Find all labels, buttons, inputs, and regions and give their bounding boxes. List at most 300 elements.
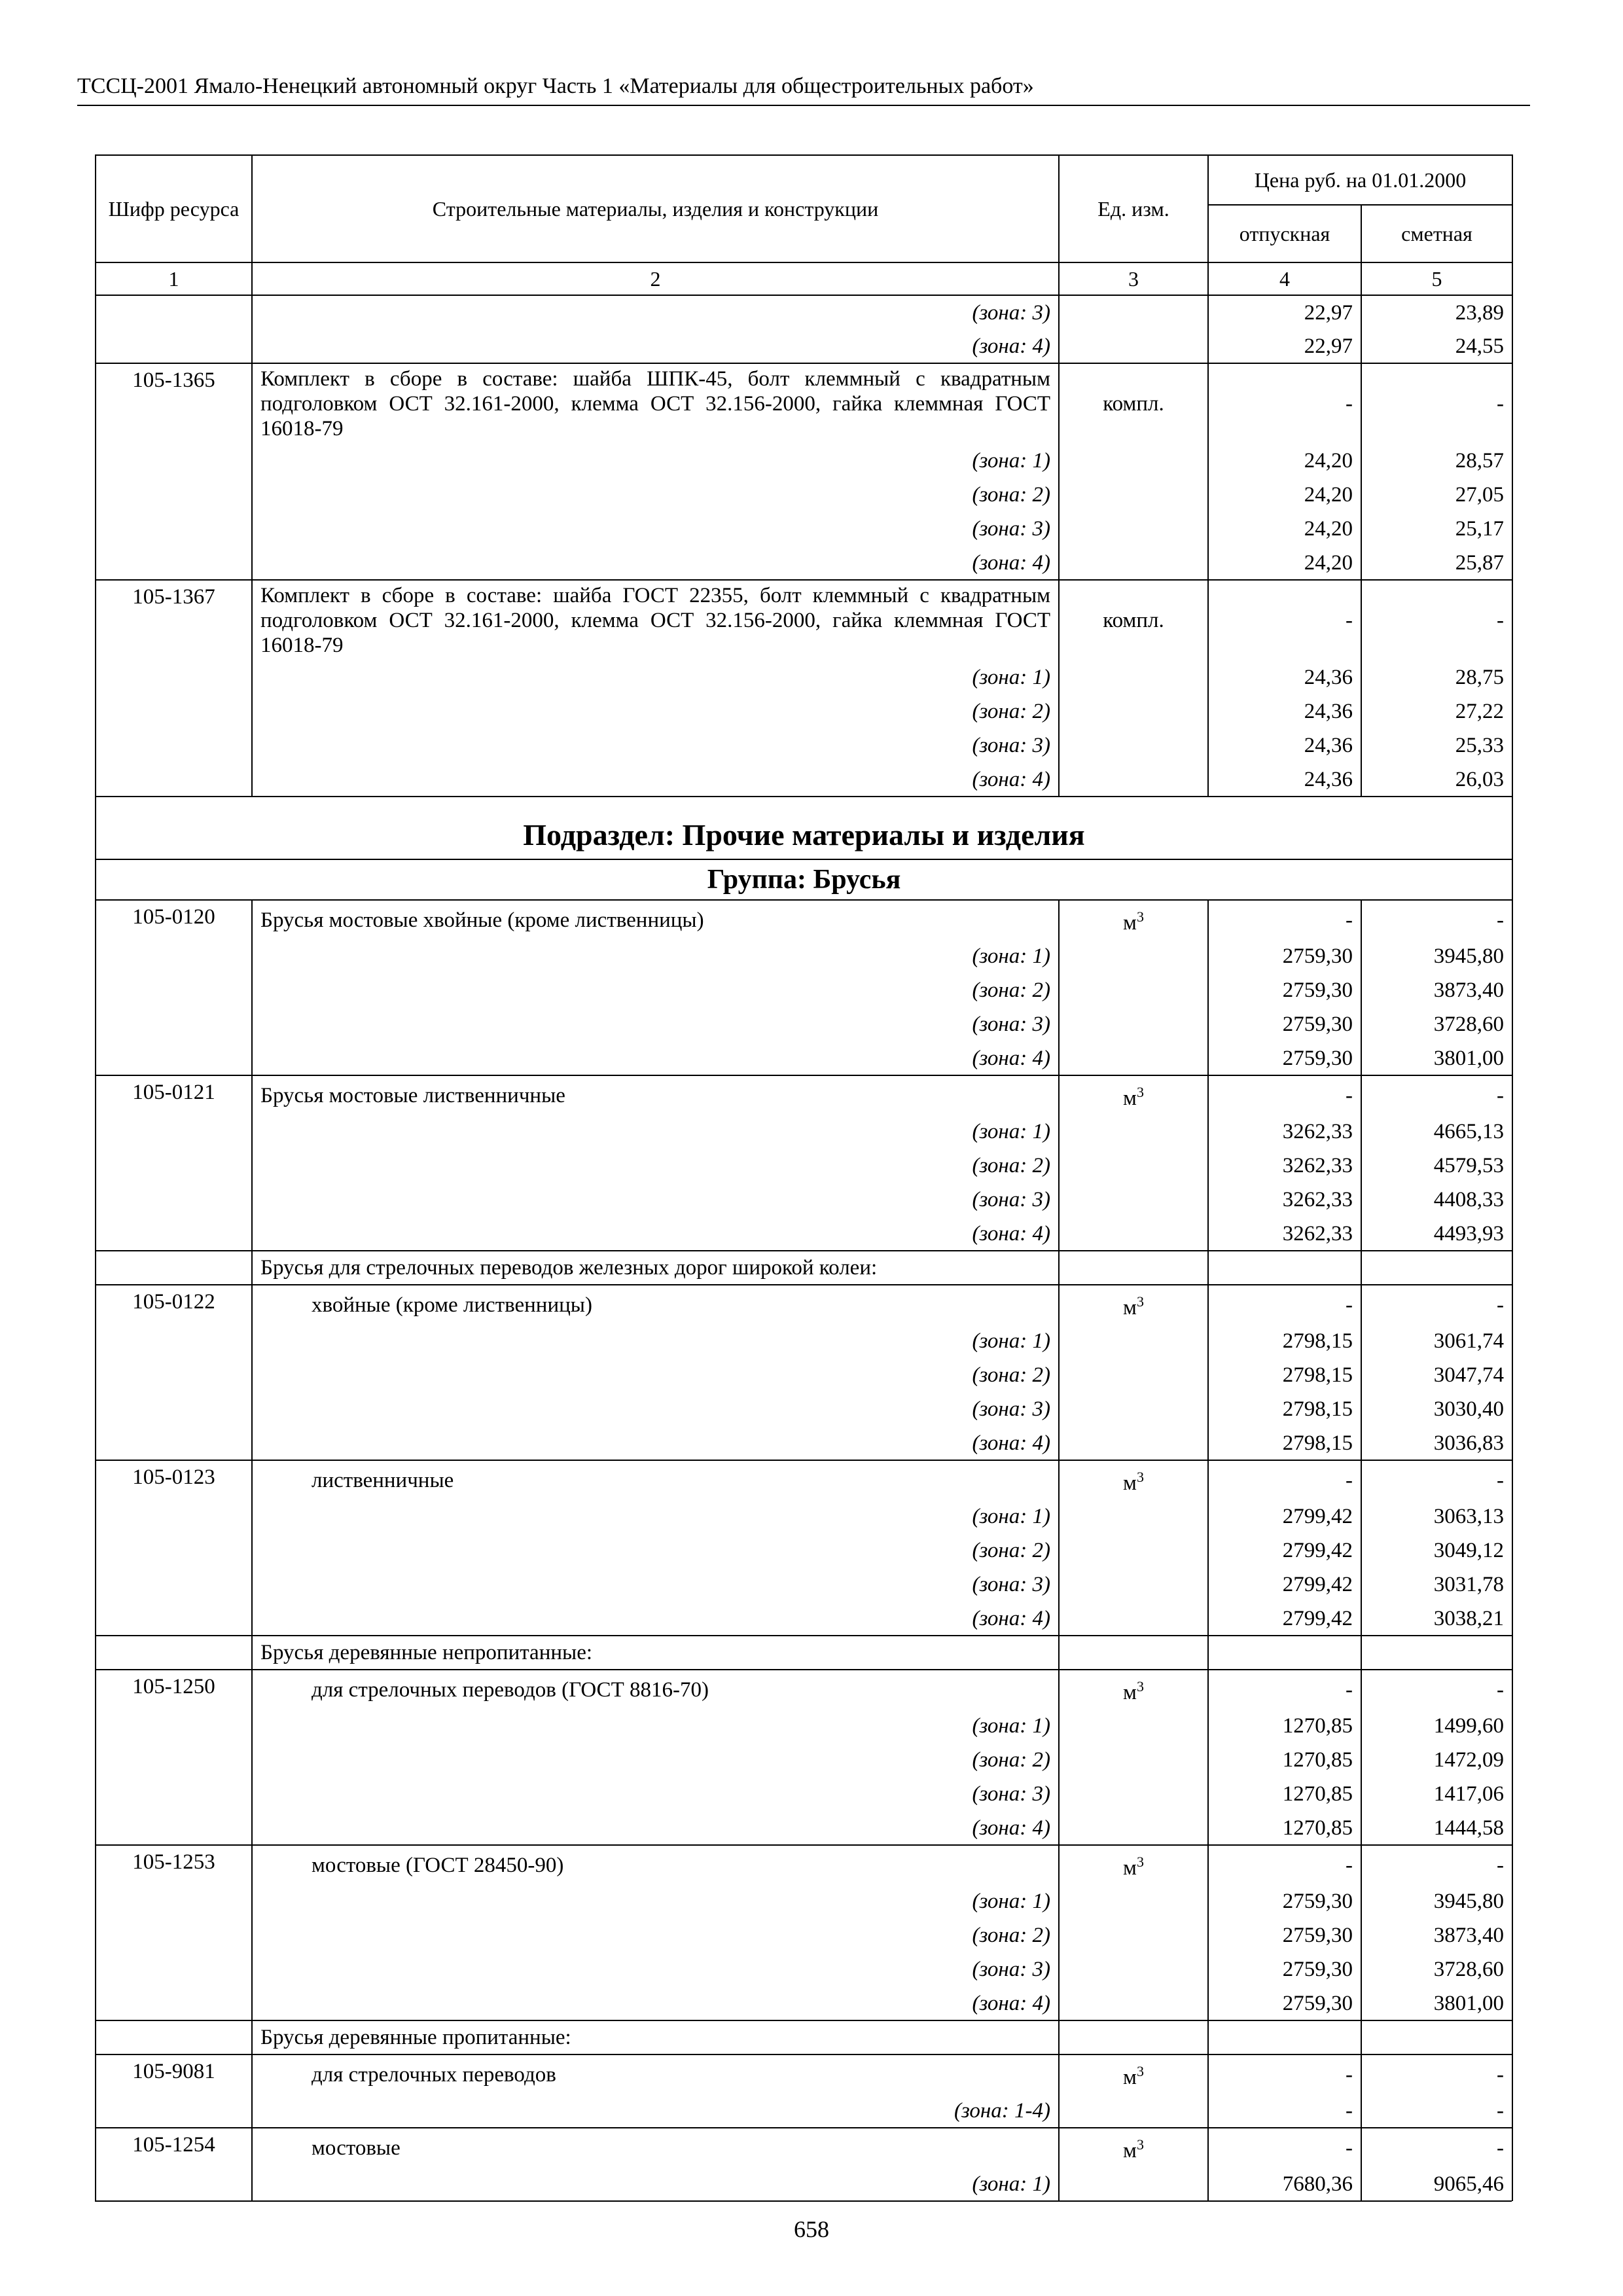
- release-price: -: [1208, 1285, 1361, 1324]
- estimate-price: 3061,74: [1361, 1324, 1512, 1358]
- unit-cell-empty: [1059, 1499, 1208, 1534]
- release-price: -: [1208, 1460, 1361, 1499]
- unit-cell-empty: [1059, 512, 1208, 546]
- zone-row: [96, 1426, 1512, 1460]
- release-price: 3262,33: [1208, 1149, 1361, 1183]
- estimate-price: 9065,46: [1361, 2167, 1512, 2201]
- zone-row: [96, 1149, 1512, 1183]
- unit-cell-empty: [1059, 1709, 1208, 1743]
- estimate-price: 4579,53: [1361, 1149, 1512, 1183]
- material-name: лиственничные: [252, 1460, 1059, 1499]
- zone-label: (зона: 4): [252, 1041, 1059, 1075]
- estimate-cell-empty: [1361, 2020, 1512, 2054]
- code-cell-empty: [96, 728, 252, 762]
- resource-code: 105-1250: [96, 1670, 252, 1709]
- release-price: 24,20: [1208, 444, 1361, 478]
- zone-row: [96, 512, 1512, 546]
- estimate-price: -: [1361, 1845, 1512, 1884]
- estimate-price: -: [1361, 1670, 1512, 1709]
- release-price: 1270,85: [1208, 1777, 1361, 1811]
- unit-cell-empty: [1059, 1952, 1208, 1986]
- material-name: хвойные (кроме лиственницы): [252, 1285, 1059, 1324]
- estimate-price: 3047,74: [1361, 1358, 1512, 1392]
- estimate-price: 3063,13: [1361, 1499, 1512, 1534]
- release-price: -: [1208, 2128, 1361, 2167]
- estimate-price: 3728,60: [1361, 1007, 1512, 1041]
- unit-cell-empty: [1059, 1251, 1208, 1285]
- group-heading-text: Брусья для стрелочных переводов железных дорог широкой колеи:: [252, 1251, 1059, 1285]
- zone-row: [96, 1777, 1512, 1811]
- estimate-price: 25,87: [1361, 546, 1512, 580]
- estimate-price: 4408,33: [1361, 1183, 1512, 1217]
- material-name: мостовые: [252, 2128, 1059, 2167]
- material-name: для стрелочных переводов: [252, 2054, 1059, 2094]
- release-price: 22,97: [1208, 295, 1361, 329]
- code-cell-empty: [96, 1918, 252, 1952]
- unit-cell: [1059, 580, 1208, 660]
- column-number: 1: [96, 262, 252, 295]
- unit-cell: [1059, 363, 1208, 444]
- unit-label: компл.: [1103, 392, 1164, 416]
- item-row: [96, 900, 1512, 939]
- unit-cell-empty: [1059, 1811, 1208, 1845]
- code-cell-empty: [96, 1986, 252, 2020]
- resource-code: 105-9081: [96, 2054, 252, 2094]
- unit-cell-empty: [1059, 1986, 1208, 2020]
- code-cell-empty: [96, 1426, 252, 1460]
- material-name: Комплект в сборе в составе: шайба ГОСТ 22355, болт клеммный с квадратным подголовком ОСТ 32.161-2000, клемма ОСТ 32.156-2000, гайка клеммная ГОСТ 16018-79: [252, 580, 1059, 660]
- code-cell-empty: [96, 939, 252, 973]
- estimate-price: 25,33: [1361, 728, 1512, 762]
- code-cell-empty: [96, 295, 252, 329]
- code-cell-empty: [96, 1602, 252, 1636]
- zone-row: [96, 762, 1512, 797]
- zone-row: [96, 1183, 1512, 1217]
- zone-row: [96, 1709, 1512, 1743]
- estimate-price: 3801,00: [1361, 1041, 1512, 1075]
- zone-row: [96, 939, 1512, 973]
- zone-row: [96, 1358, 1512, 1392]
- zone-label: (зона: 1): [252, 2167, 1059, 2201]
- unit-superscript: 3: [1136, 1293, 1144, 1310]
- zone-label: (зона: 4): [252, 1426, 1059, 1460]
- code-cell-empty: [96, 1392, 252, 1426]
- zone-row: [96, 1324, 1512, 1358]
- unit-cell-empty: [1059, 1183, 1208, 1217]
- subsection-row: [96, 797, 1512, 859]
- release-price: 1270,85: [1208, 1743, 1361, 1777]
- unit-cell-empty: [1059, 295, 1208, 329]
- zone-label: (зона: 4): [252, 329, 1059, 363]
- release-cell-empty: [1208, 2020, 1361, 2054]
- release-cell-empty: [1208, 1636, 1361, 1670]
- unit-label: м: [1123, 2066, 1137, 2089]
- unit-cell: [1059, 1285, 1208, 1324]
- code-cell-empty: [96, 1251, 252, 1285]
- col-header-estimate: сметная: [1361, 205, 1512, 262]
- release-price: 2798,15: [1208, 1392, 1361, 1426]
- group-title: Группа: Брусья: [96, 859, 1512, 900]
- estimate-price: 4665,13: [1361, 1115, 1512, 1149]
- estimate-cell-empty: [1361, 1636, 1512, 1670]
- code-cell-empty: [96, 546, 252, 580]
- code-cell-empty: [96, 478, 252, 512]
- zone-row: [96, 1499, 1512, 1534]
- release-price: 2799,42: [1208, 1568, 1361, 1602]
- zone-label: (зона: 3): [252, 1568, 1059, 1602]
- resource-code: 105-1253: [96, 1845, 252, 1884]
- unit-cell-empty: [1059, 2020, 1208, 2054]
- price-table: [95, 154, 1513, 2201]
- unit-cell-empty: [1059, 546, 1208, 580]
- unit-cell-empty: [1059, 1217, 1208, 1251]
- code-cell-empty: [96, 660, 252, 694]
- column-number: 3: [1059, 262, 1208, 295]
- col-header-name: Строительные материалы, изделия и конструкции: [252, 155, 1059, 262]
- material-name: мостовые (ГОСТ 28450-90): [252, 1845, 1059, 1884]
- unit-cell-empty: [1059, 444, 1208, 478]
- unit-cell: [1059, 1075, 1208, 1115]
- release-price: -: [1208, 2054, 1361, 2094]
- header-rule: [77, 105, 1530, 106]
- unit-label: м: [1123, 1296, 1137, 1319]
- code-cell-empty: [96, 1183, 252, 1217]
- zone-label: (зона: 4): [252, 1217, 1059, 1251]
- code-cell-empty: [96, 1324, 252, 1358]
- code-cell-empty: [96, 1709, 252, 1743]
- heading-row: [96, 2020, 1512, 2054]
- code-cell-empty: [96, 1636, 252, 1670]
- group-row: [96, 859, 1512, 900]
- release-price: -: [1208, 1075, 1361, 1115]
- item-row: [96, 580, 1512, 660]
- release-price: 24,36: [1208, 660, 1361, 694]
- resource-code: 105-1254: [96, 2128, 252, 2167]
- resource-code: 105-0123: [96, 1460, 252, 1499]
- zone-label: (зона: 3): [252, 512, 1059, 546]
- release-price: 2759,30: [1208, 1884, 1361, 1918]
- zone-label: (зона: 3): [252, 1007, 1059, 1041]
- unit-cell-empty: [1059, 1392, 1208, 1426]
- release-price: 24,20: [1208, 512, 1361, 546]
- zone-row: [96, 728, 1512, 762]
- unit-superscript: 3: [1136, 908, 1144, 925]
- estimate-price: 1417,06: [1361, 1777, 1512, 1811]
- release-price: 24,20: [1208, 478, 1361, 512]
- estimate-price: 27,22: [1361, 694, 1512, 728]
- column-number: 5: [1361, 262, 1512, 295]
- unit-superscript: 3: [1136, 1084, 1144, 1100]
- unit-cell-empty: [1059, 1426, 1208, 1460]
- zone-row: [96, 1007, 1512, 1041]
- zone-row: [96, 1602, 1512, 1636]
- unit-cell-empty: [1059, 694, 1208, 728]
- code-cell-empty: [96, 1115, 252, 1149]
- release-price: 24,36: [1208, 694, 1361, 728]
- unit-superscript: 3: [1136, 1678, 1144, 1695]
- column-number: 4: [1208, 262, 1361, 295]
- code-cell-empty: [96, 1811, 252, 1845]
- code-cell-empty: [96, 444, 252, 478]
- column-numbers-row: [96, 262, 1512, 295]
- zone-row: [96, 1115, 1512, 1149]
- estimate-price: -: [1361, 363, 1512, 444]
- estimate-price: 3036,83: [1361, 1426, 1512, 1460]
- code-cell-empty: [96, 1149, 252, 1183]
- release-price: 1270,85: [1208, 1811, 1361, 1845]
- unit-cell: [1059, 900, 1208, 939]
- zone-row: [96, 329, 1512, 363]
- unit-cell-empty: [1059, 2094, 1208, 2128]
- subsection-title: Подраздел: Прочие материалы и изделия: [96, 797, 1512, 859]
- unit-cell-empty: [1059, 1884, 1208, 1918]
- release-price: 2759,30: [1208, 973, 1361, 1007]
- code-cell-empty: [96, 329, 252, 363]
- unit-cell-empty: [1059, 939, 1208, 973]
- estimate-price: -: [1361, 580, 1512, 660]
- zone-label: (зона: 2): [252, 1358, 1059, 1392]
- release-price: 24,36: [1208, 762, 1361, 797]
- release-price: 24,36: [1208, 728, 1361, 762]
- unit-cell-empty: [1059, 1777, 1208, 1811]
- unit-label: м: [1123, 2139, 1137, 2162]
- code-cell-empty: [96, 1743, 252, 1777]
- zone-label: (зона: 4): [252, 546, 1059, 580]
- table-body: [96, 262, 1512, 2201]
- zone-label: (зона: 1): [252, 1115, 1059, 1149]
- release-price: 2759,30: [1208, 1986, 1361, 2020]
- estimate-price: 27,05: [1361, 478, 1512, 512]
- unit-cell-empty: [1059, 1324, 1208, 1358]
- page-number: 658: [794, 2216, 829, 2242]
- code-cell-empty: [96, 1884, 252, 1918]
- unit-cell-empty: [1059, 1149, 1208, 1183]
- release-price: -: [1208, 2094, 1361, 2128]
- release-price: 2759,30: [1208, 1041, 1361, 1075]
- estimate-price: 3038,21: [1361, 1602, 1512, 1636]
- heading-row: [96, 1636, 1512, 1670]
- unit-cell-empty: [1059, 329, 1208, 363]
- zone-row: [96, 1884, 1512, 1918]
- release-price: 2759,30: [1208, 939, 1361, 973]
- zone-row: [96, 2094, 1512, 2128]
- unit-superscript: 3: [1136, 1854, 1144, 1870]
- zone-label: (зона: 1): [252, 939, 1059, 973]
- zone-row: [96, 1918, 1512, 1952]
- unit-cell-empty: [1059, 1636, 1208, 1670]
- release-price: 2799,42: [1208, 1499, 1361, 1534]
- unit-cell-empty: [1059, 1115, 1208, 1149]
- estimate-price: 1499,60: [1361, 1709, 1512, 1743]
- estimate-price: 3801,00: [1361, 1986, 1512, 2020]
- zone-row: [96, 1986, 1512, 2020]
- zone-row: [96, 444, 1512, 478]
- zone-label: (зона: 1-4): [252, 2094, 1059, 2128]
- col-header-code: Шифр ресурса: [96, 155, 252, 262]
- release-price: -: [1208, 363, 1361, 444]
- estimate-price: 1444,58: [1361, 1811, 1512, 1845]
- unit-cell-empty: [1059, 478, 1208, 512]
- estimate-price: -: [1361, 1285, 1512, 1324]
- estimate-price: 3031,78: [1361, 1568, 1512, 1602]
- estimate-price: -: [1361, 900, 1512, 939]
- column-number: 2: [252, 262, 1059, 295]
- estimate-price: 4493,93: [1361, 1217, 1512, 1251]
- unit-cell-empty: [1059, 1568, 1208, 1602]
- unit-cell-empty: [1059, 1041, 1208, 1075]
- estimate-price: 3049,12: [1361, 1534, 1512, 1568]
- unit-cell-empty: [1059, 1358, 1208, 1392]
- item-row: [96, 2054, 1512, 2094]
- release-price: 2799,42: [1208, 1534, 1361, 1568]
- code-cell-empty: [96, 973, 252, 1007]
- zone-label: (зона: 2): [252, 1918, 1059, 1952]
- col-header-price: Цена руб. на 01.01.2000: [1208, 155, 1512, 205]
- release-price: 3262,33: [1208, 1115, 1361, 1149]
- estimate-price: 1472,09: [1361, 1743, 1512, 1777]
- zone-row: [96, 973, 1512, 1007]
- zone-label: (зона: 3): [252, 1952, 1059, 1986]
- release-price: 1270,85: [1208, 1709, 1361, 1743]
- zone-label: (зона: 1): [252, 1884, 1059, 1918]
- unit-cell-empty: [1059, 1602, 1208, 1636]
- zone-label: (зона: 3): [252, 1183, 1059, 1217]
- release-price: 2799,42: [1208, 1602, 1361, 1636]
- group-heading-text: Брусья деревянные пропитанные:: [252, 2020, 1059, 2054]
- zone-row: [96, 660, 1512, 694]
- col-header-release: отпускная: [1208, 205, 1361, 262]
- release-price: -: [1208, 900, 1361, 939]
- release-price: 7680,36: [1208, 2167, 1361, 2201]
- zone-label: (зона: 2): [252, 1149, 1059, 1183]
- zone-row: [96, 546, 1512, 580]
- zone-label: (зона: 3): [252, 1392, 1059, 1426]
- code-cell-empty: [96, 762, 252, 797]
- item-row: [96, 1075, 1512, 1115]
- resource-code: 105-0120: [96, 900, 252, 939]
- resource-code: 105-0121: [96, 1075, 252, 1115]
- release-price: 2759,30: [1208, 1918, 1361, 1952]
- code-cell-empty: [96, 1358, 252, 1392]
- resource-code: 105-0122: [96, 1285, 252, 1324]
- code-cell-empty: [96, 2094, 252, 2128]
- estimate-price: 28,75: [1361, 660, 1512, 694]
- zone-label: (зона: 1): [252, 1709, 1059, 1743]
- code-cell-empty: [96, 1952, 252, 1986]
- unit-cell: [1059, 1845, 1208, 1884]
- estimate-price: 28,57: [1361, 444, 1512, 478]
- code-cell-empty: [96, 1007, 252, 1041]
- code-cell-empty: [96, 512, 252, 546]
- unit-cell-empty: [1059, 1918, 1208, 1952]
- estimate-cell-empty: [1361, 1251, 1512, 1285]
- release-cell-empty: [1208, 1251, 1361, 1285]
- release-price: 2798,15: [1208, 1358, 1361, 1392]
- zone-label: (зона: 4): [252, 1986, 1059, 2020]
- zone-row: [96, 1568, 1512, 1602]
- zone-label: (зона: 1): [252, 660, 1059, 694]
- zone-row: [96, 1534, 1512, 1568]
- estimate-price: -: [1361, 2094, 1512, 2128]
- zone-label: (зона: 1): [252, 1324, 1059, 1358]
- unit-superscript: 3: [1136, 2136, 1144, 2153]
- zone-row: [96, 1811, 1512, 1845]
- col-header-unit: Ед. изм.: [1059, 155, 1208, 262]
- material-name: Комплект в сборе в составе: шайба ШПК-45, болт клеммный с квадратным подголовком ОСТ 32.161-2000, клемма ОСТ 32.156-2000, гайка клеммная ГОСТ 16018-79: [252, 363, 1059, 444]
- unit-label: м: [1123, 1856, 1137, 1880]
- estimate-price: 26,03: [1361, 762, 1512, 797]
- unit-label: м: [1123, 911, 1137, 935]
- item-row: [96, 1670, 1512, 1709]
- unit-cell-empty: [1059, 2167, 1208, 2201]
- unit-cell: [1059, 1460, 1208, 1499]
- zone-label: (зона: 2): [252, 973, 1059, 1007]
- unit-label: м: [1123, 1471, 1137, 1495]
- code-cell-empty: [96, 1568, 252, 1602]
- estimate-price: 24,55: [1361, 329, 1512, 363]
- release-price: 2759,30: [1208, 1952, 1361, 1986]
- heading-row: [96, 1251, 1512, 1285]
- zone-label: (зона: 4): [252, 1602, 1059, 1636]
- estimate-price: 3030,40: [1361, 1392, 1512, 1426]
- unit-cell-empty: [1059, 1743, 1208, 1777]
- zone-label: (зона: 2): [252, 1534, 1059, 1568]
- unit-label: м: [1123, 1086, 1137, 1110]
- code-cell-empty: [96, 1499, 252, 1534]
- zone-row: [96, 1041, 1512, 1075]
- estimate-price: 23,89: [1361, 295, 1512, 329]
- table-bottom-rule: [95, 2200, 1512, 2202]
- release-price: -: [1208, 1845, 1361, 1884]
- release-price: 3262,33: [1208, 1183, 1361, 1217]
- resource-code: 105-1365: [96, 363, 252, 444]
- estimate-price: -: [1361, 1075, 1512, 1115]
- item-row: [96, 363, 1512, 444]
- zone-row: [96, 478, 1512, 512]
- zone-label: (зона: 1): [252, 1499, 1059, 1534]
- zone-row: [96, 1392, 1512, 1426]
- item-row: [96, 1285, 1512, 1324]
- release-price: -: [1208, 580, 1361, 660]
- unit-cell-empty: [1059, 660, 1208, 694]
- zone-label: (зона: 4): [252, 1811, 1059, 1845]
- unit-cell: [1059, 2054, 1208, 2094]
- resource-code: 105-1367: [96, 580, 252, 660]
- unit-cell-empty: [1059, 973, 1208, 1007]
- code-cell-empty: [96, 694, 252, 728]
- code-cell-empty: [96, 1534, 252, 1568]
- zone-label: (зона: 2): [252, 1743, 1059, 1777]
- code-cell-empty: [96, 2020, 252, 2054]
- zone-label: (зона: 3): [252, 728, 1059, 762]
- release-price: 3262,33: [1208, 1217, 1361, 1251]
- zone-row: [96, 295, 1512, 329]
- zone-row: [96, 1743, 1512, 1777]
- zone-label: (зона: 1): [252, 444, 1059, 478]
- estimate-price: -: [1361, 1460, 1512, 1499]
- estimate-price: 25,17: [1361, 512, 1512, 546]
- material-name: Брусья мостовые лиственничные: [252, 1075, 1059, 1115]
- zone-row: [96, 1952, 1512, 1986]
- item-row: [96, 2128, 1512, 2167]
- zone-label: (зона: 3): [252, 1777, 1059, 1811]
- unit-cell: [1059, 1670, 1208, 1709]
- zone-row: [96, 694, 1512, 728]
- unit-cell-empty: [1059, 1007, 1208, 1041]
- unit-superscript: 3: [1136, 2063, 1144, 2079]
- item-row: [96, 1460, 1512, 1499]
- zone-label: (зона: 3): [252, 295, 1059, 329]
